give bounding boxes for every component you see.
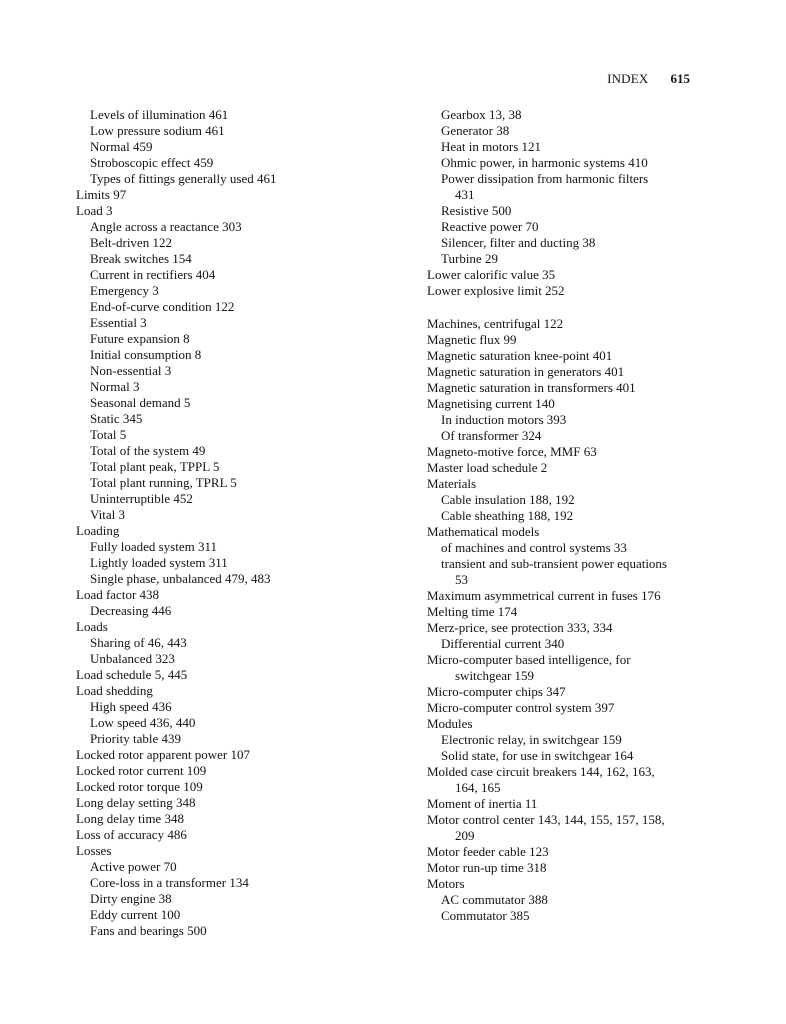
index-subentry: Heat in motors 121 bbox=[441, 139, 542, 154]
index-subentry: Total 5 bbox=[90, 427, 127, 442]
index-subentry: Reactive power 70 bbox=[441, 219, 539, 234]
index-subentry: Total plant peak, TPPL 5 bbox=[90, 459, 220, 474]
index-subentry: Non-essential 3 bbox=[90, 363, 172, 378]
index-subentry: transient and sub-transient power equations bbox=[441, 556, 667, 571]
index-subentry: Low speed 436, 440 bbox=[90, 715, 196, 730]
index-entry: Loading bbox=[76, 523, 120, 538]
index-subentry: Fans and bearings 500 bbox=[90, 923, 207, 938]
index-subentry: Eddy current 100 bbox=[90, 907, 181, 922]
index-subentry: Electronic relay, in switchgear 159 bbox=[441, 732, 622, 747]
index-entry: Magnetic saturation knee-point 401 bbox=[427, 348, 613, 363]
index-entry: Load shedding bbox=[76, 683, 153, 698]
index-entry: Motor feeder cable 123 bbox=[427, 844, 549, 859]
index-subentry: Solid state, for use in switchgear 164 bbox=[441, 748, 634, 763]
index-subentry: Future expansion 8 bbox=[90, 331, 190, 346]
index-entry: Magnetic saturation in generators 401 bbox=[427, 364, 625, 379]
index-subentry: Lightly loaded system 311 bbox=[90, 555, 228, 570]
index-subentry: Emergency 3 bbox=[90, 283, 159, 298]
index-subentry: Essential 3 bbox=[90, 315, 147, 330]
index-entry-continuation: switchgear 159 bbox=[455, 668, 535, 683]
index-entry: Lower explosive limit 252 bbox=[427, 283, 565, 298]
index-subentry: Initial consumption 8 bbox=[90, 347, 202, 362]
index-subentry: Single phase, unbalanced 479, 483 bbox=[90, 571, 271, 586]
index-entry: Motors bbox=[427, 876, 465, 891]
index-subentry: Cable insulation 188, 192 bbox=[441, 492, 575, 507]
index-subentry: Priority table 439 bbox=[90, 731, 181, 746]
section-gap bbox=[427, 299, 717, 316]
index-subentry: Low pressure sodium 461 bbox=[90, 123, 225, 138]
index-entry: Load schedule 5, 445 bbox=[76, 667, 188, 682]
index-subentry: Fully loaded system 311 bbox=[90, 539, 217, 554]
index-entry: Load 3 bbox=[76, 203, 113, 218]
index-subentry: Gearbox 13, 38 bbox=[441, 107, 522, 122]
index-subentry: Normal 3 bbox=[90, 379, 140, 394]
index-entry: Magnetic flux 99 bbox=[427, 332, 517, 347]
index-subentry: Angle across a reactance 303 bbox=[90, 219, 242, 234]
index-subentry: Core-loss in a transformer 134 bbox=[90, 875, 249, 890]
index-subentry: Stroboscopic effect 459 bbox=[90, 155, 214, 170]
index-entry: Load factor 438 bbox=[76, 587, 160, 602]
index-entry: Materials bbox=[427, 476, 477, 491]
index-entry: Losses bbox=[76, 843, 112, 858]
index-subentry: Commutator 385 bbox=[441, 908, 530, 923]
index-entry: Modules bbox=[427, 716, 473, 731]
index-subentry: Total of the system 49 bbox=[90, 443, 206, 458]
index-entry: Locked rotor torque 109 bbox=[76, 779, 203, 794]
index-entry-continuation: 209 bbox=[455, 828, 475, 843]
running-head: INDEX bbox=[607, 71, 649, 86]
index-entry: Loss of accuracy 486 bbox=[76, 827, 187, 842]
index-entry-continuation: 164, 165 bbox=[455, 780, 501, 795]
index-entry: Merz-price, see protection 333, 334 bbox=[427, 620, 613, 635]
index-subentry: Current in rectifiers 404 bbox=[90, 267, 216, 282]
index-subentry: Ohmic power, in harmonic systems 410 bbox=[441, 155, 648, 170]
index-column-left bbox=[76, 107, 396, 939]
index-subentry: Seasonal demand 5 bbox=[90, 395, 191, 410]
index-entry: Micro-computer based intelligence, for bbox=[427, 652, 631, 667]
index-subentry: End-of-curve condition 122 bbox=[90, 299, 235, 314]
index-subentry: Static 345 bbox=[90, 411, 143, 426]
index-entry: Locked rotor current 109 bbox=[76, 763, 207, 778]
index-subentry: Belt-driven 122 bbox=[90, 235, 172, 250]
index-subentry: Of transformer 324 bbox=[441, 428, 542, 443]
index-column-right bbox=[427, 107, 717, 924]
index-subentry: Generator 38 bbox=[441, 123, 510, 138]
index-subentry: In induction motors 393 bbox=[441, 412, 567, 427]
page-number: 615 bbox=[670, 71, 690, 86]
index-entry-continuation: 53 bbox=[455, 572, 468, 587]
page-header bbox=[0, 71, 690, 87]
index-subentry: of machines and control systems 33 bbox=[441, 540, 627, 555]
index-subentry: Active power 70 bbox=[90, 859, 177, 874]
index-subentry: Total plant running, TPRL 5 bbox=[90, 475, 237, 490]
index-subentry: Turbine 29 bbox=[441, 251, 498, 266]
index-entry: Long delay setting 348 bbox=[76, 795, 196, 810]
index-subentry: Levels of illumination 461 bbox=[90, 107, 229, 122]
index-subentry: Vital 3 bbox=[90, 507, 125, 522]
index-subentry: Resistive 500 bbox=[441, 203, 512, 218]
index-entry: Magneto-motive force, MMF 63 bbox=[427, 444, 597, 459]
index-entry: Micro-computer chips 347 bbox=[427, 684, 566, 699]
index-entry: Master load schedule 2 bbox=[427, 460, 548, 475]
index-subentry: Break switches 154 bbox=[90, 251, 192, 266]
index-entry: Loads bbox=[76, 619, 108, 634]
index-entry: Melting time 174 bbox=[427, 604, 518, 619]
index-entry: Moment of inertia 11 bbox=[427, 796, 538, 811]
index-subentry: High speed 436 bbox=[90, 699, 172, 714]
index-subentry: Cable sheathing 188, 192 bbox=[441, 508, 574, 523]
index-entry: Mathematical models bbox=[427, 524, 540, 539]
index-entry: Machines, centrifugal 122 bbox=[427, 316, 564, 331]
index-subentry: Normal 459 bbox=[90, 139, 153, 154]
index-subentry: Differential current 340 bbox=[441, 636, 565, 651]
index-subentry: Types of fittings generally used 461 bbox=[90, 171, 277, 186]
index-entry: Magnetic saturation in transformers 401 bbox=[427, 380, 636, 395]
index-subentry: Decreasing 446 bbox=[90, 603, 172, 618]
index-subentry: Power dissipation from harmonic filters bbox=[441, 171, 649, 186]
index-entry: Limits 97 bbox=[76, 187, 127, 202]
index-entry-continuation: 431 bbox=[455, 187, 475, 202]
index-entry: Molded case circuit breakers 144, 162, 163, bbox=[427, 764, 655, 779]
index-subentry: Silencer, filter and ducting 38 bbox=[441, 235, 596, 250]
index-entry: Motor control center 143, 144, 155, 157, 158, bbox=[427, 812, 665, 827]
index-subentry: AC commutator 388 bbox=[441, 892, 548, 907]
index-subentry: Sharing of 46, 443 bbox=[90, 635, 187, 650]
index-subentry: Unbalanced 323 bbox=[90, 651, 175, 666]
index-entry: Magnetising current 140 bbox=[427, 396, 555, 411]
index-entry: Lower calorific value 35 bbox=[427, 267, 556, 282]
index-entry: Micro-computer control system 397 bbox=[427, 700, 615, 715]
index-subentry: Uninterruptible 452 bbox=[90, 491, 193, 506]
index-entry: Locked rotor apparent power 107 bbox=[76, 747, 250, 762]
index-entry: Motor run-up time 318 bbox=[427, 860, 547, 875]
index-entry: Long delay time 348 bbox=[76, 811, 184, 826]
index-entry: Maximum asymmetrical current in fuses 176 bbox=[427, 588, 661, 603]
index-subentry: Dirty engine 38 bbox=[90, 891, 172, 906]
